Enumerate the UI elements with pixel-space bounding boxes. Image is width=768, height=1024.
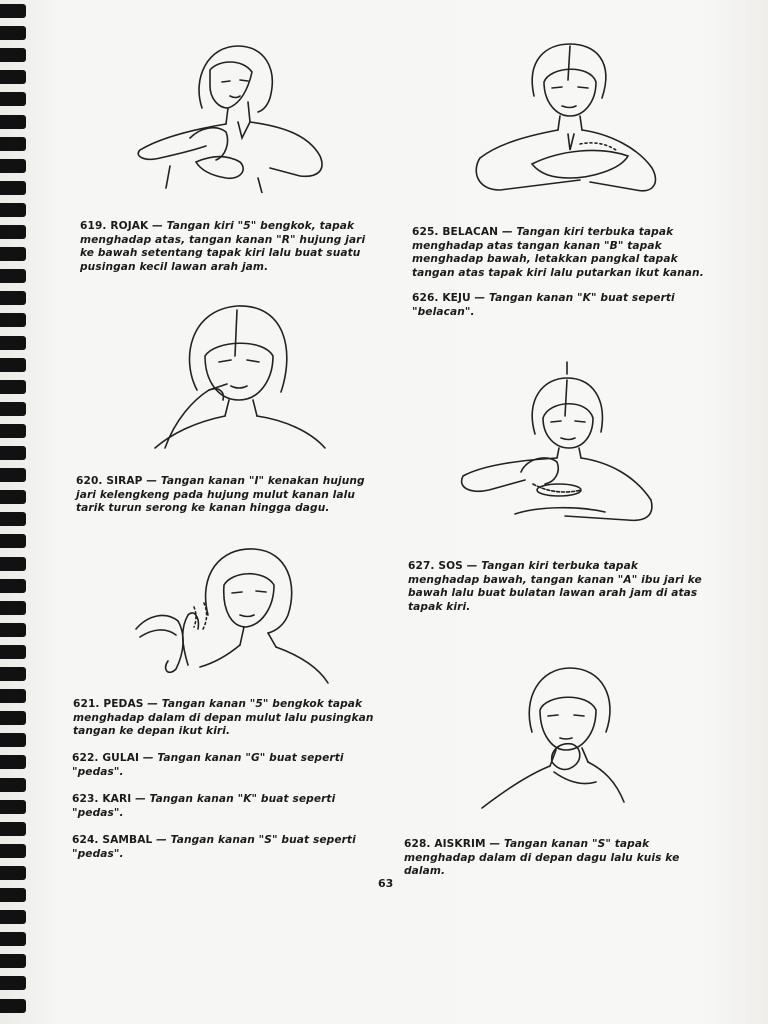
binding-hole bbox=[0, 313, 26, 327]
binding-hole bbox=[0, 336, 26, 350]
entry-number: 627. bbox=[408, 560, 435, 572]
binding-hole bbox=[0, 380, 26, 394]
entry-627 bbox=[408, 560, 712, 614]
entry-term: KEJU bbox=[442, 292, 471, 304]
entry-term: BELACAN bbox=[442, 226, 499, 238]
binding-hole bbox=[0, 358, 26, 372]
entry-number: 623. bbox=[72, 793, 99, 805]
binding-hole bbox=[0, 490, 26, 504]
binding-hole bbox=[0, 667, 26, 681]
entry-number: 619. bbox=[80, 220, 107, 232]
entry-description: — Tangan kanan "G" buat seperti "pedas". bbox=[72, 752, 344, 778]
binding-hole bbox=[0, 137, 26, 151]
entry-number: 628. bbox=[404, 838, 431, 850]
entry-description: — Tangan kiri "5" bengkok, tapak menghadap atas, tangan kanan "R" hujung jari ke bawah setentang tapak kiri lalu buat suatu pusingan kecil lawan arah jam. bbox=[80, 220, 366, 273]
binding-hole bbox=[0, 70, 26, 84]
binding-hole bbox=[0, 269, 26, 283]
binding-hole bbox=[0, 446, 26, 460]
entry-term: PEDAS bbox=[103, 698, 144, 710]
binding-hole bbox=[0, 733, 26, 747]
entry-619 bbox=[80, 220, 378, 274]
binding-hole bbox=[0, 645, 26, 659]
entry-number: 625. bbox=[412, 226, 439, 238]
binding-hole bbox=[0, 512, 26, 526]
entry-620 bbox=[76, 475, 376, 516]
entry-term: SAMBAL bbox=[102, 834, 153, 846]
binding-hole bbox=[0, 48, 26, 62]
belacan-sign-illustration bbox=[470, 40, 665, 200]
binding-hole bbox=[0, 159, 26, 173]
rojak-sign-illustration bbox=[130, 38, 340, 193]
entry-number: 624. bbox=[72, 834, 99, 846]
binding-hole bbox=[0, 203, 26, 217]
entry-description: — Tangan kiri terbuka tapak menghadap bawah, tangan kanan "A" ibu jari ke bawah lalu buat bulatan lawan arah jam di atas tapak kiri. bbox=[408, 560, 702, 613]
entry-number: 621. bbox=[73, 698, 100, 710]
binding-hole bbox=[0, 181, 26, 195]
binding-hole bbox=[0, 976, 26, 990]
binding-hole bbox=[0, 579, 26, 593]
binding-hole bbox=[0, 844, 26, 858]
entry-term: KARI bbox=[102, 793, 132, 805]
binding-hole bbox=[0, 557, 26, 571]
binding-hole bbox=[0, 424, 26, 438]
entry-description: — Tangan kiri terbuka tapak menghadap atas tangan kanan "B" tapak menghadap bawah, letakkan pangkal tapak tangan atas tapak kiri lalu putarkan ikut kanan. bbox=[412, 226, 704, 279]
entry-term: GULAI bbox=[102, 752, 140, 764]
page-number: 63 bbox=[378, 877, 394, 890]
entry-625 bbox=[412, 226, 714, 280]
binding-hole bbox=[0, 225, 26, 239]
entry-description: — Tangan kanan "S" tapak menghadap dalam di depan dagu lalu kuis ke dalam. bbox=[404, 838, 680, 878]
entry-term: SOS bbox=[438, 560, 463, 572]
binding-hole bbox=[0, 689, 26, 703]
binding-hole bbox=[0, 402, 26, 416]
sirap-sign-illustration bbox=[145, 300, 335, 450]
binding-hole bbox=[0, 291, 26, 305]
entry-623 bbox=[72, 793, 372, 820]
binding-hole bbox=[0, 910, 26, 924]
binding-hole bbox=[0, 888, 26, 902]
binding-hole bbox=[0, 601, 26, 615]
binding-hole bbox=[0, 115, 26, 129]
binding-hole bbox=[0, 26, 26, 40]
binding-hole bbox=[0, 932, 26, 946]
binding-hole bbox=[0, 623, 26, 637]
spiral-binding bbox=[0, 0, 26, 1024]
entry-number: 626. bbox=[412, 292, 439, 304]
binding-hole bbox=[0, 800, 26, 814]
entry-number: 622. bbox=[72, 752, 99, 764]
entry-term: ROJAK bbox=[110, 220, 149, 232]
entry-description: — Tangan kanan "5" bengkok tapak menghadap dalam di depan mulut lalu pusingkan tangan ke depan ikut kiri. bbox=[73, 698, 374, 738]
entry-description: — Tangan kanan "K" buat seperti "pedas". bbox=[72, 793, 336, 819]
binding-hole bbox=[0, 755, 26, 769]
entry-621 bbox=[73, 698, 375, 739]
binding-hole bbox=[0, 247, 26, 261]
entry-number: 620. bbox=[76, 475, 103, 487]
pedas-sign-illustration bbox=[128, 545, 333, 685]
binding-hole bbox=[0, 999, 26, 1013]
entry-628 bbox=[404, 838, 714, 879]
entry-622 bbox=[72, 752, 372, 779]
binding-hole bbox=[0, 92, 26, 106]
entry-description: — Tangan kanan "I" kenakan hujung jari kelengkeng pada hujung mulut kanan lalu tarik turun serong ke kanan hingga dagu. bbox=[76, 475, 365, 515]
binding-hole bbox=[0, 866, 26, 880]
entry-description: — Tangan kanan "S" buat seperti "pedas". bbox=[72, 834, 356, 860]
sos-sign-illustration bbox=[455, 360, 660, 530]
binding-hole bbox=[0, 4, 26, 18]
binding-hole bbox=[0, 468, 26, 482]
entry-624 bbox=[72, 834, 372, 861]
binding-hole bbox=[0, 534, 26, 548]
entry-term: AISKRIM bbox=[434, 838, 486, 850]
entry-term: SIRAP bbox=[106, 475, 143, 487]
binding-hole bbox=[0, 778, 26, 792]
binding-hole bbox=[0, 954, 26, 968]
binding-hole bbox=[0, 711, 26, 725]
aiskrim-sign-illustration bbox=[478, 662, 628, 812]
entry-description: — Tangan kanan "K" buat seperti "belacan". bbox=[412, 292, 675, 318]
entry-626 bbox=[412, 292, 714, 319]
binding-hole bbox=[0, 822, 26, 836]
